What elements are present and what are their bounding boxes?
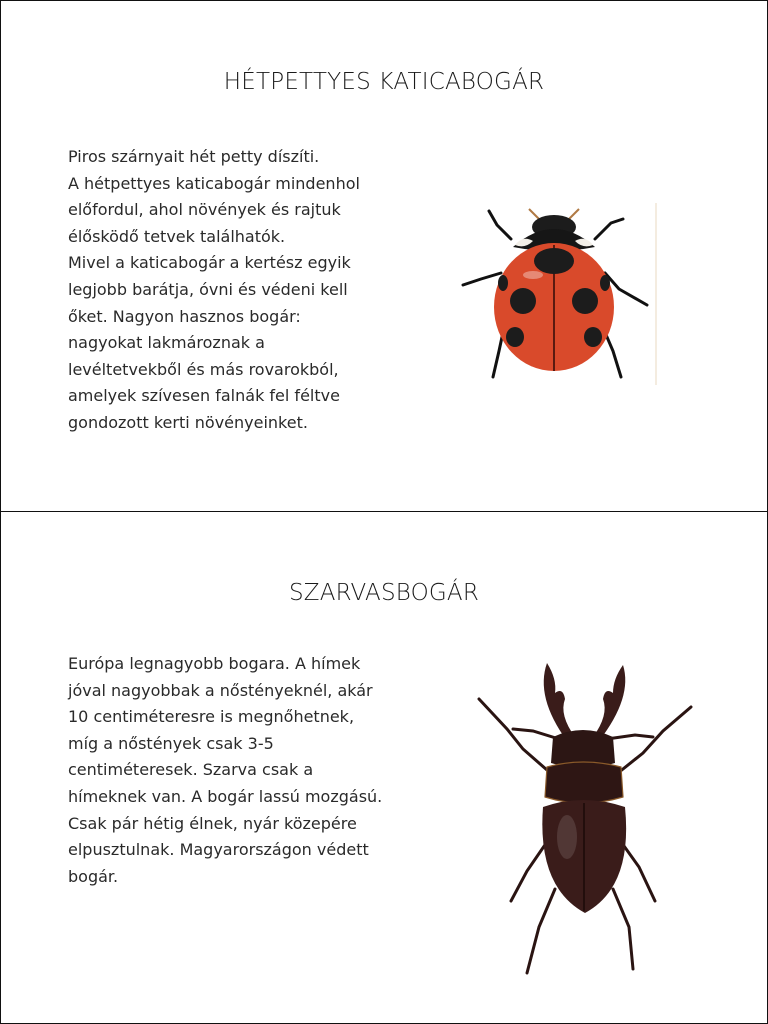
text-line: nagyokat lakmároznak a (68, 333, 265, 353)
card-title: HÉTPETTYES KATICABOGÁR (223, 69, 545, 95)
text-line: Mivel a katicabogár a kertész egyik (68, 253, 351, 273)
text-line: bogár. (68, 866, 119, 886)
text-line: jóval nagyobbak a nőstényeknél, akár (68, 680, 373, 700)
card-description (68, 651, 408, 890)
card-title: SZARVASBOGÁR (288, 580, 480, 606)
text-line: Piros szárnyait hét petty díszíti. (68, 147, 320, 166)
text-line: legjobb barátja, óvni és védeni kell (68, 279, 348, 299)
text-line: hímeknek van. A bogár lassú mozgású. (68, 786, 383, 806)
text-line: centiméteresek. Szarva csak a (68, 760, 314, 780)
text-line: 10 centiméteresre is megnőhetnek, (68, 707, 355, 727)
stag-beetle-card (0, 511, 768, 1024)
text-line: amelyek szívesen falnák fel féltve (68, 386, 340, 406)
text-line: gondozott kerti növényeinket. (68, 412, 308, 432)
text-line: elpusztulnak. Magyarországon védett (68, 840, 369, 860)
card-description (68, 144, 398, 437)
text-line: míg a nőstények csak 3-5 (68, 733, 274, 753)
text-line: őket. Nagyon hasznos bogár: (68, 306, 301, 326)
text-line: Csak pár hétig élnek, nyár közepére (68, 813, 357, 833)
text-line: A hétpettyes katicabogár mindenhol (68, 173, 360, 193)
stag-beetle-icon (463, 657, 703, 977)
text-line: levéltetvekből és más rovarokból, (68, 359, 339, 379)
ladybug-icon (453, 201, 659, 387)
text-line: előfordul, ahol növények és rajtuk (68, 200, 341, 220)
text-line: élősködő tetvek találhatók. (68, 226, 286, 246)
text-line: Európa legnagyobb bogara. A hímek (68, 654, 361, 673)
